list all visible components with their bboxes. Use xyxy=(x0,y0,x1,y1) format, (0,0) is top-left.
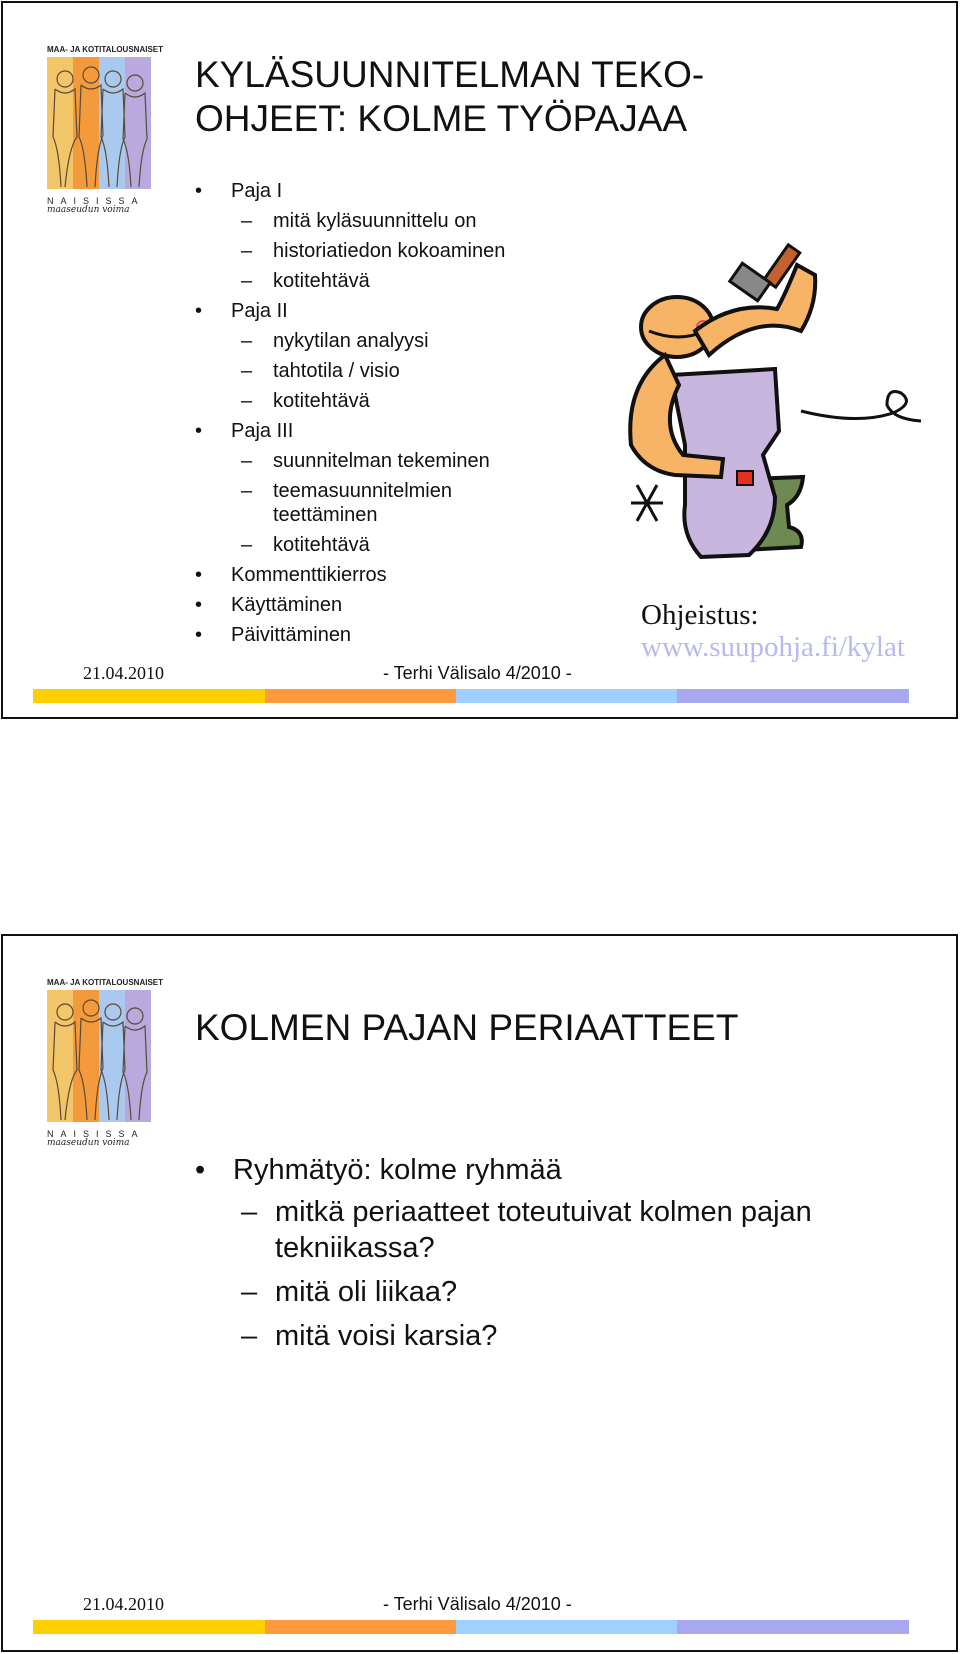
item-text: Paja I xyxy=(231,180,283,202)
sub-bullet-item xyxy=(193,389,553,413)
bullet-icon: • xyxy=(195,594,203,616)
dash-icon: – xyxy=(241,360,253,382)
logo-word: NAISISSA xyxy=(47,196,145,206)
logo-signature: maaseudun voima xyxy=(47,205,130,215)
sub-bullet-item xyxy=(193,1318,893,1354)
women-figures-logo-art xyxy=(47,990,151,1122)
bullet-icon: • xyxy=(195,1154,206,1186)
dash-icon: – xyxy=(241,1320,258,1352)
color-bar-yellow xyxy=(33,1620,265,1634)
color-bar xyxy=(33,1620,909,1634)
bullet-icon: • xyxy=(195,180,203,202)
color-bar-orange xyxy=(265,689,456,703)
footer-author: - Terhi Välisalo 4/2010 - xyxy=(383,1594,572,1614)
logo-top-text: MAA- JA KOTITALOUSNAISET xyxy=(47,45,163,54)
dash-icon: – xyxy=(241,330,253,352)
sub-bullet-item xyxy=(193,1194,893,1266)
item-text: historiatiedon kokoaminen xyxy=(273,240,506,262)
item-text: kotitehtävä xyxy=(273,270,370,292)
logo-top-text: MAA- JA KOTITALOUSNAISET xyxy=(47,978,163,987)
guide-link[interactable]: www.suupohja.fi/kylat xyxy=(641,631,905,663)
dash-icon: – xyxy=(241,390,253,412)
color-bar-lavender xyxy=(677,1620,909,1634)
slide-title: KYLÄSUUNNITELMAN TEKO-OHJEET: KOLME TYÖPAJAA xyxy=(195,54,705,139)
bullet-item xyxy=(193,563,553,587)
footer-date: 21.04.2010 xyxy=(83,1594,164,1614)
sub-bullet-item xyxy=(193,209,553,233)
blacksmith-illustration xyxy=(625,235,925,575)
item-text: kotitehtävä xyxy=(273,390,370,412)
sub-bullet-item xyxy=(193,449,553,473)
item-text: tahtotila / visio xyxy=(273,360,400,382)
item-text: Paja III xyxy=(231,420,294,442)
bullet-item xyxy=(193,179,553,203)
sub-bullet-item xyxy=(193,239,553,263)
sub-bullet-item xyxy=(193,1274,893,1310)
color-bar-orange xyxy=(265,1620,456,1634)
item-text: Käyttäminen xyxy=(231,594,343,616)
dash-icon: – xyxy=(241,480,253,502)
item-text: mitä kyläsuunnittelu on xyxy=(273,210,477,232)
dash-icon: – xyxy=(241,1196,258,1228)
bullet-item xyxy=(193,419,553,443)
logo-word: NAISISSA xyxy=(47,1129,145,1139)
color-bar xyxy=(33,689,909,703)
sub-bullet-item xyxy=(193,479,553,527)
color-bar-yellow xyxy=(33,689,265,703)
item-text: suunnitelman tekeminen xyxy=(273,450,490,472)
slide-1 xyxy=(1,1,958,719)
item-text: mitä oli liikaa? xyxy=(275,1276,458,1308)
bullet-icon: • xyxy=(195,300,203,322)
item-text: Kommenttikierros xyxy=(231,564,387,586)
dash-icon: – xyxy=(241,450,253,472)
bullet-icon: • xyxy=(195,564,203,586)
guide-label: Ohjeistus: xyxy=(641,599,759,631)
women-figures-logo-art xyxy=(47,57,151,189)
workshop-list xyxy=(193,179,553,653)
item-text: teemasuunnitelmien teettäminen xyxy=(273,480,452,526)
color-bar-blue xyxy=(456,689,677,703)
bullet-item xyxy=(193,1152,893,1188)
dash-icon: – xyxy=(241,1276,258,1308)
item-text: mitkä periaatteet toteutuivat kolmen pajan tekniikassa? xyxy=(275,1196,812,1264)
item-text: kotitehtävä xyxy=(273,534,370,556)
principles-list xyxy=(193,1152,893,1362)
footer-date: 21.04.2010 xyxy=(83,663,164,683)
dash-icon: – xyxy=(241,240,253,262)
organization-logo xyxy=(47,978,163,1148)
footer-author: - Terhi Välisalo 4/2010 - xyxy=(383,663,572,683)
dash-icon: – xyxy=(241,534,253,556)
guide-block xyxy=(641,599,905,663)
slide-title: KOLMEN PAJAN PERIAATTEET xyxy=(195,1007,739,1048)
organization-logo xyxy=(47,45,163,215)
bullet-item xyxy=(193,299,553,323)
item-text: Päivittäminen xyxy=(231,624,352,646)
sub-bullet-item xyxy=(193,533,553,557)
sub-bullet-item xyxy=(193,359,553,383)
bullet-item xyxy=(193,593,553,617)
item-text: Paja II xyxy=(231,300,288,322)
sub-bullet-item xyxy=(193,329,553,353)
slide-2 xyxy=(1,934,958,1652)
bullet-icon: • xyxy=(195,624,203,646)
sub-bullet-item xyxy=(193,269,553,293)
dash-icon: – xyxy=(241,270,253,292)
item-text: Ryhmätyö: kolme ryhmää xyxy=(233,1154,562,1186)
item-text: mitä voisi karsia? xyxy=(275,1320,498,1352)
bullet-item xyxy=(193,623,553,647)
bullet-icon: • xyxy=(195,420,203,442)
logo-signature: maaseudun voima xyxy=(47,1138,130,1148)
dash-icon: – xyxy=(241,210,253,232)
item-text: nykytilan analyysi xyxy=(273,330,429,352)
color-bar-lavender xyxy=(677,689,909,703)
color-bar-blue xyxy=(456,1620,677,1634)
